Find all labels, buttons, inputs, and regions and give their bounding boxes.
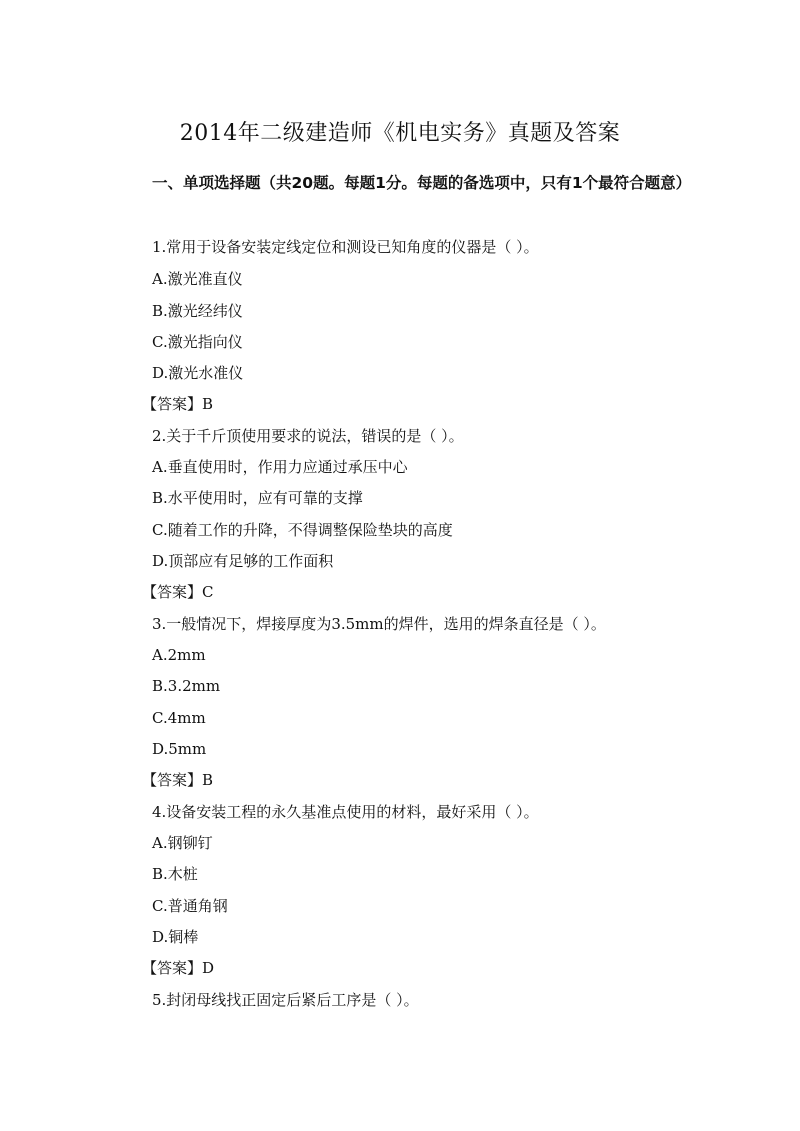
question-4-option-c: C.普通角钢	[152, 897, 228, 915]
question-2-option-b: B.水平使用时，应有可靠的支撑	[152, 489, 363, 507]
section-heading: 一、单项选择题（共20题。每题1分。每题的备选项中，只有1个最符合题意）	[152, 174, 692, 192]
question-2-option-a: A.垂直使用时，作用力应通过承压中心	[152, 458, 408, 476]
question-1-stem: 1.常用于设备安装定线定位和测设已知角度的仪器是（ ）。	[152, 238, 539, 256]
question-5-stem: 5.封闭母线找正固定后紧后工序是（ ）。	[152, 991, 419, 1009]
question-3-answer: 【答案】B	[142, 771, 214, 789]
question-2-option-d: D.顶部应有足够的工作面积	[152, 552, 334, 570]
question-1-option-c: C.激光指向仪	[152, 333, 243, 351]
question-4-option-b: B.木桩	[152, 865, 198, 883]
question-3-option-d: D.5mm	[152, 740, 207, 758]
question-2-option-c: C.随着工作的升降，不得调整保险垫块的高度	[152, 521, 453, 539]
question-4-option-a: A.钢铆钉	[152, 834, 213, 852]
question-2-stem: 2.关于千斤顶使用要求的说法，错误的是（ ）。	[152, 427, 464, 445]
question-3-stem: 3.一般情况下，焊接厚度为3.5mm的焊件，选用的焊条直径是（ ）。	[152, 615, 606, 633]
question-1-option-a: A.激光准直仪	[152, 270, 243, 288]
question-1-option-d: D.激光水准仪	[152, 364, 244, 382]
question-1-option-b: B.激光经纬仪	[152, 302, 243, 320]
question-4-stem: 4.设备安装工程的永久基准点使用的材料，最好采用（ ）。	[152, 803, 539, 821]
document-title: 2014年二级建造师《机电实务》真题及答案	[179, 121, 621, 146]
question-3-option-a: A.2mm	[152, 646, 206, 664]
question-4-answer: 【答案】D	[142, 959, 215, 977]
question-1-answer: 【答案】B	[142, 395, 214, 413]
question-2-answer: 【答案】C	[142, 583, 214, 601]
question-3-option-b: B.3.2mm	[152, 677, 221, 695]
question-3-option-c: C.4mm	[152, 709, 206, 727]
question-4-option-d: D.铜棒	[152, 928, 199, 946]
